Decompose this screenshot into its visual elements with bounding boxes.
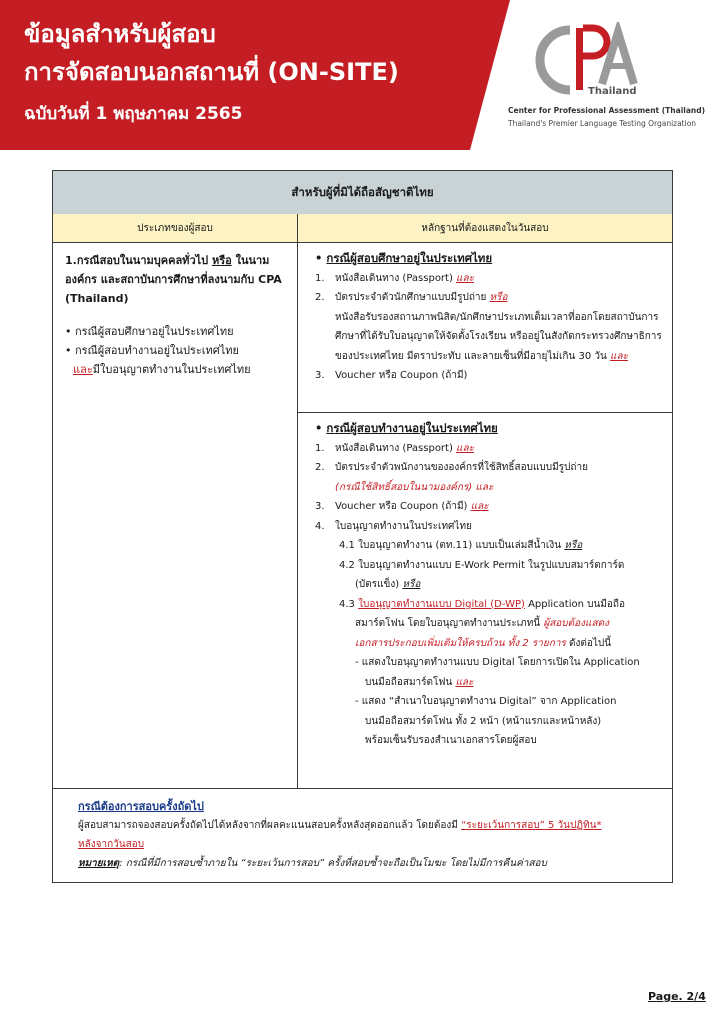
footer-text: ผู้สอบสามารถจองสอบครั้งถัดไปได้หลังจากที่ผลคะแนนสอบครั้งหลังสุดออกแล้ว โดยต้องมี — [78, 820, 462, 831]
logo-country: Thailand — [588, 86, 637, 97]
list-item-detail — [315, 478, 665, 498]
page-number: Page. 2/4 — [648, 990, 706, 1003]
sub-item-number: 4.3 — [339, 598, 359, 610]
item-text: ใบอนุญาตทำงานในประเทศไทย — [335, 520, 472, 532]
cpa-logo — [508, 22, 708, 142]
list-item — [315, 517, 665, 537]
sub-item-text: 4.1 ใบอนุญาตทำงาน (ตท.11) แบบเป็นเล่มสีน้ำเงิน — [339, 540, 565, 551]
item-text: หนังสือเดินทาง (Passport) — [335, 442, 457, 454]
sub-item-42-cont — [315, 575, 665, 595]
item-number: 2. — [315, 462, 325, 473]
remark-text: : กรณีที่มีการสอบซ้ำภายใน “ระยะเว้นการสอบ” ครั้งที่สอบซ้ำจะถือเป็นโมฆะ โดยไม่มีการคืนค่าสอบ — [119, 858, 547, 869]
bullet-studying: • กรณีผู้สอบศึกษาอยู่ในประเทศไทย — [65, 325, 234, 338]
table-title: สำหรับผู้ที่มิได้ถือสัญชาติไทย — [53, 171, 672, 215]
logo-name: Center for Professional Assessment (Thailand) — [508, 106, 706, 115]
sub-item-43 — [315, 595, 665, 615]
sub-item-42 — [315, 556, 665, 576]
item-number: 1. — [315, 442, 325, 454]
item-and: และ — [470, 501, 489, 512]
col-header-type: ประเภทของผู้สอบ — [137, 222, 213, 234]
sub-item-43-cont — [315, 614, 665, 634]
sub-item-text: ดังต่อไปนี้ — [565, 637, 612, 649]
examinee-type-bullets — [65, 322, 290, 379]
section-studying-heading-text: กรณีผู้สอบศึกษาอยู่ในประเทศไทย — [326, 251, 493, 265]
sub-item-text: Application บนมือถือ — [524, 598, 625, 610]
item-text: Voucher หรือ Coupon (ถ้ามี) — [335, 501, 471, 512]
item-or: หรือ — [489, 292, 508, 303]
sub-item-43-cont2 — [315, 634, 665, 654]
col-header-evidence: หลักฐานที่ต้องแสดงในวันสอบ — [421, 222, 549, 234]
dash-item-2-cont — [315, 712, 665, 732]
bullet-working: • กรณีผู้สอบทำงานอยู่ในประเทศไทย — [65, 344, 239, 357]
item-text: Voucher หรือ Coupon (ถ้ามี) — [335, 370, 468, 381]
sub-item-red: เอกสารประกอบเพิ่มเติมให้ครบถ้วน ทั้ง 2 รายการ — [355, 637, 566, 649]
section-working — [315, 419, 665, 751]
header-date: ฉบับวันที่ 1 พฤษภาคม 2565 — [24, 104, 243, 124]
dash-text: - แสดงใบอนุญาตทำงานแบบ Digital โดยการเปิดใน Application — [355, 657, 640, 668]
item-number: 4. — [315, 520, 325, 532]
section-working-heading: • กรณีผู้สอบทำงานอยู่ในประเทศไทย — [315, 421, 498, 435]
sub-item-red: ผู้สอบต้องแสดง — [543, 618, 609, 629]
list-item — [315, 269, 665, 289]
header — [0, 0, 724, 150]
dash-and: และ — [455, 676, 474, 688]
sub-item-or: หรือ — [564, 540, 583, 551]
footer-remark — [78, 854, 658, 873]
sub-item-text: (บัตรแข็ง) — [355, 579, 403, 590]
footer-red-text: หลังจากวันสอบ — [78, 839, 145, 850]
footer-note — [78, 797, 658, 873]
bullet-working-permit — [65, 360, 290, 379]
item-text: หนังสือเดินทาง (Passport) — [335, 272, 457, 284]
sub-item-41 — [315, 536, 665, 556]
list-item — [315, 288, 665, 308]
remark-label: หมายเหตุ — [78, 858, 120, 869]
list-item — [315, 366, 665, 386]
footer-line1 — [78, 816, 658, 835]
column-divider — [297, 214, 298, 788]
dash-item-1 — [315, 653, 665, 673]
type-title-text: 1.กรณีสอบในนามบุคคลทั่วไป — [65, 254, 212, 267]
item-number: 2. — [315, 292, 325, 303]
section-studying — [315, 249, 665, 386]
item-and: และ — [456, 442, 474, 454]
item-text: บัตรประจำตัวพนักงานขององค์กรที่ใช้สิทธิ์สอบแบบมีรูปถ่าย — [335, 462, 588, 473]
item-detail-text: หนังสือรับรองสถานภาพนิสิต/นักศึกษาประเภทเต็มเวลาที่ออกโดยสถาบันการศึกษาที่ได้รับใบอนุญาตให้จัดตั้งโรงเรียน หรืออยู่ในสังกัดกระทรวงศึกษาธิการของประเทศไทย มีตราประทับ และลายเซ็นที่มีอายุไม่เกิน 30 วัน — [335, 311, 662, 362]
footer-heading: กรณีต้องการสอบครั้งถัดไป — [78, 800, 204, 813]
bullet-and: และ — [73, 363, 93, 376]
footer-line2 — [78, 835, 658, 854]
type-title-or: หรือ — [211, 254, 232, 267]
item-number: 3. — [315, 501, 325, 512]
examinee-type-cell — [65, 251, 290, 379]
list-item — [315, 458, 665, 478]
sub-item-text: 4.2 ใบอนุญาตทำงานแบบ E-Work Permit ในรูปแบบสมาร์ตการ์ด — [339, 559, 625, 571]
dwp-link[interactable]: ใบอนุญาตทำงานแบบ Digital (D-WP) — [358, 598, 525, 610]
dash-text: บนมือถือสมาร์ตโฟน ทั้ง 2 หน้า (หน้าแรกและหน้าหลัง) — [365, 715, 602, 727]
item-number: 3. — [315, 370, 325, 381]
dash-item-1-cont — [315, 673, 665, 693]
list-item-detail — [315, 308, 665, 367]
section-studying-heading: • กรณีผู้สอบศึกษาอยู่ในประเทศไทย — [315, 251, 493, 265]
type-title-rest: ในนามองค์กร และสถาบันการศึกษาที่ลงนามกับ CPA (Thailand) — [65, 254, 282, 305]
item-note: (กรณีใช้สิทธิ์สอบในนามองค์กร) และ — [335, 481, 494, 493]
footer-red-text: “ระยะเว้นการสอบ” 5 วันปฏิทิน* — [461, 820, 602, 831]
section-working-heading-text: กรณีผู้สอบทำงานอยู่ในประเทศไทย — [326, 421, 498, 435]
dash-item-2 — [315, 692, 665, 712]
item-text: บัตรประจำตัวนักศึกษาแบบมีรูปถ่าย — [335, 292, 490, 303]
dash-text: บนมือถือสมาร์ตโฟน — [365, 676, 456, 688]
item-and: และ — [610, 350, 628, 362]
footer-divider — [53, 788, 672, 789]
sub-item-text: สมาร์ตโฟน โดยใบอนุญาตทำงานประเภทนี้ — [355, 618, 544, 629]
list-item — [315, 439, 665, 459]
requirements-table — [52, 170, 673, 883]
logo-tagline: Thailand's Premier Language Testing Organization — [508, 119, 697, 128]
examinee-type-title — [65, 251, 290, 308]
header-title-line1: ข้อมูลสำหรับผู้สอบ — [24, 20, 216, 48]
table-header-row — [53, 214, 672, 243]
bullet-permit-text: มีใบอนุญาตทำงานในประเทศไทย — [92, 363, 251, 376]
item-and: และ — [456, 272, 474, 284]
dash-text: พร้อมเซ็นรับรองสำเนาเอกสารโดยผู้สอบ — [365, 735, 537, 746]
dash-item-2-cont2 — [315, 731, 665, 751]
section-divider — [298, 412, 672, 413]
list-item — [315, 497, 665, 517]
dash-text: - แสดง “สำเนาใบอนุญาตทำงาน Digital” จาก Application — [355, 696, 617, 707]
sub-item-or: หรือ — [402, 579, 421, 590]
header-title-line2: การจัดสอบนอกสถานที่ (ON-SITE) — [24, 58, 399, 86]
item-number: 1. — [315, 272, 325, 284]
banner-slant — [470, 0, 510, 150]
